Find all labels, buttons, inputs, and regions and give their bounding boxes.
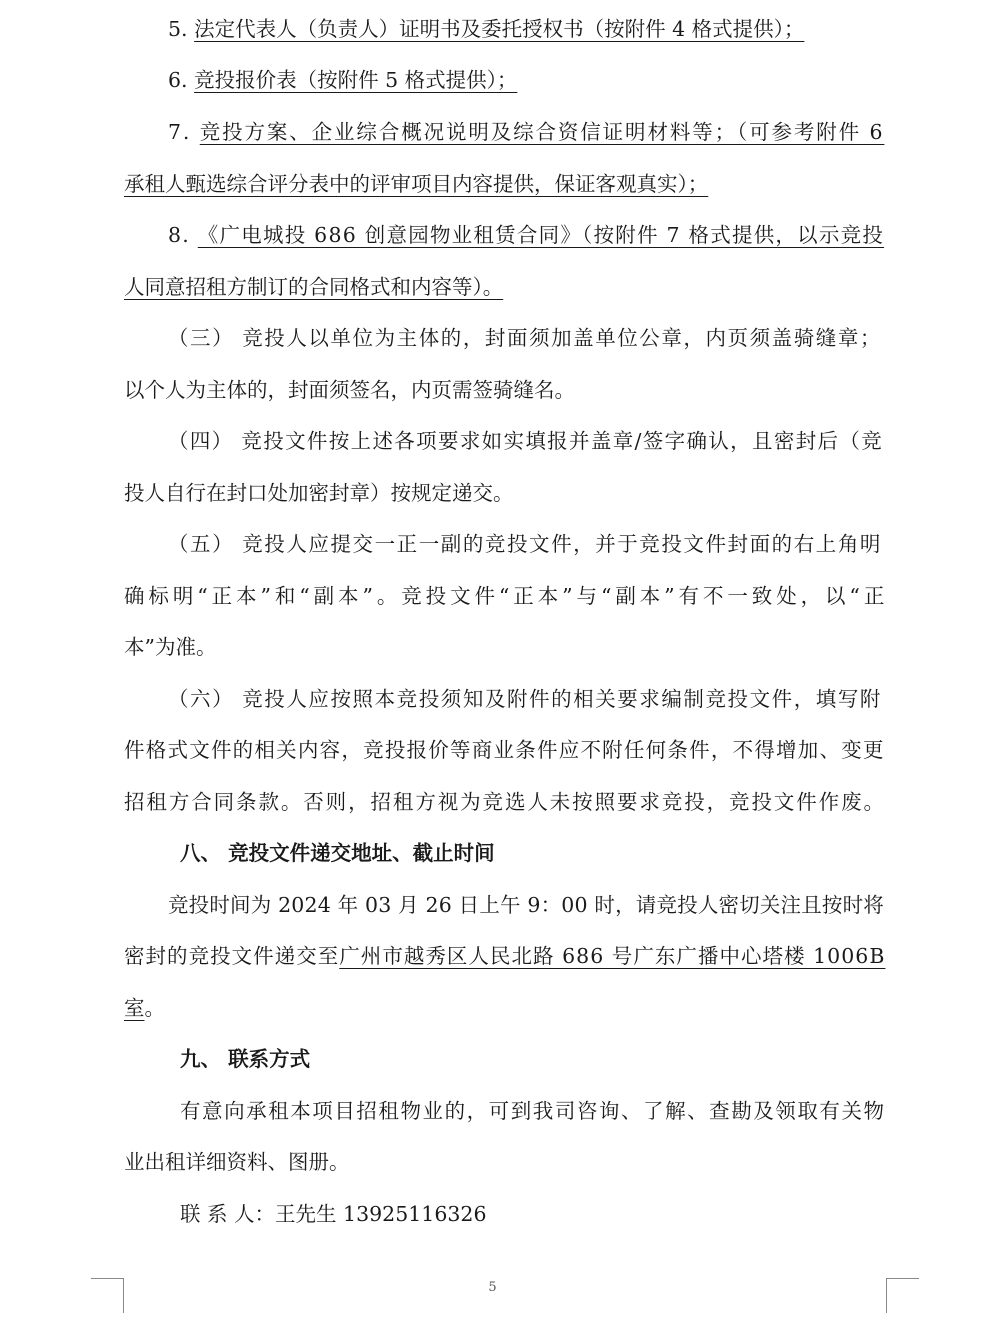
line-text: 。 xyxy=(144,996,165,1020)
text-line xyxy=(168,685,882,713)
text-line xyxy=(124,1148,350,1176)
underlined-text: 竞投报价表（按附件 5 格式提供）； xyxy=(194,68,518,92)
line-text: 6. xyxy=(168,68,195,92)
text-line xyxy=(124,376,575,404)
underlined-text: 竞投方案、企业综合概况说明及综合资信证明材料等；（可参考附件 6 xyxy=(199,120,885,144)
text-line xyxy=(124,994,165,1022)
text-line xyxy=(124,942,885,970)
section-heading xyxy=(180,839,495,867)
line-text: 件格式文件的相关内容，竞投报价等商业条件应不附任何条件，不得增加、变更 xyxy=(124,738,885,762)
line-text: 招租方合同条款。否则，招租方视为竞选人未按照要求竞投，竞投文件作废。 xyxy=(124,790,886,814)
line-text: 业出租详细资料、图册。 xyxy=(124,1150,350,1174)
line-text: 联 系 人：王先生 13925116326 xyxy=(180,1202,487,1226)
line-text: （四） 竞投文件按上述各项要求如实填报并盖章/签字确认，且密封后（竞 xyxy=(168,429,884,453)
text-line xyxy=(168,66,517,94)
text-line xyxy=(168,530,882,558)
text-line xyxy=(124,633,216,661)
text-line xyxy=(124,273,503,301)
underlined-text: 人同意招租方制订的合同格式和内容等）。 xyxy=(124,275,504,299)
text-line xyxy=(168,427,883,455)
line-text: 本”为准。 xyxy=(124,635,217,659)
text-line xyxy=(168,221,884,249)
line-text: 八、 竞投文件递交地址、截止时间 xyxy=(180,841,495,865)
text-line xyxy=(124,582,888,610)
underlined-text: 《广电城投 686 创意园物业租赁合同》（按附件 7 格式提供，以示竞投 xyxy=(197,223,885,247)
text-line xyxy=(124,788,886,816)
line-text: 5. xyxy=(168,17,195,41)
underlined-text: 广州市越秀区人民北路 686 号广东广播中心塔楼 1006B xyxy=(339,944,886,968)
line-text: 九、 联系方式 xyxy=(180,1047,311,1071)
text-line xyxy=(180,1200,487,1228)
underlined-text: 室 xyxy=(124,996,145,1020)
page-number: 5 xyxy=(488,1280,497,1295)
text-line xyxy=(124,170,708,198)
text-line xyxy=(124,736,885,764)
text-line xyxy=(168,891,884,919)
text-line xyxy=(180,1097,886,1125)
line-text: 有意向承租本项目招租物业的，可到我司咨询、了解、查勘及领取有关物 xyxy=(180,1099,886,1123)
line-text: 8. xyxy=(168,223,198,247)
underlined-text: 承租人甄选综合评分表中的评审项目内容提供，保证客观真实）； xyxy=(124,172,709,196)
line-text: 密封的竞投文件递交至 xyxy=(124,944,340,968)
text-line xyxy=(168,118,884,146)
section-heading xyxy=(180,1045,310,1073)
line-text: 确标明“正本”和“副本”。竞投文件“正本”与“副本”有不一致处，以“正 xyxy=(124,584,889,608)
line-text: （五） 竞投人应提交一正一副的竞投文件，并于竞投文件封面的右上角明 xyxy=(168,532,882,556)
line-text: 竞投时间为 2024 年 03 月 26 日上午 9：00 时，请竞投人密切关注且按时将 xyxy=(168,893,884,917)
text-line xyxy=(124,479,514,507)
underlined-text: 法定代表人（负责人）证明书及委托授权书（按附件 4 格式提供）； xyxy=(194,17,805,41)
line-text: 7. xyxy=(168,120,200,144)
line-text: （六） 竞投人应按照本竞投须知及附件的相关要求编制竞投文件，填写附 xyxy=(168,687,882,711)
text-line xyxy=(168,324,882,352)
line-text: （三） 竞投人以单位为主体的，封面须加盖单位公章，内页须盖骑缝章； xyxy=(168,326,882,350)
line-text: 以个人为主体的，封面须签名，内页需签骑缝名。 xyxy=(124,378,575,402)
text-line xyxy=(168,15,804,43)
line-text: 投人自行在封口处加密封章）按规定递交。 xyxy=(124,481,514,505)
